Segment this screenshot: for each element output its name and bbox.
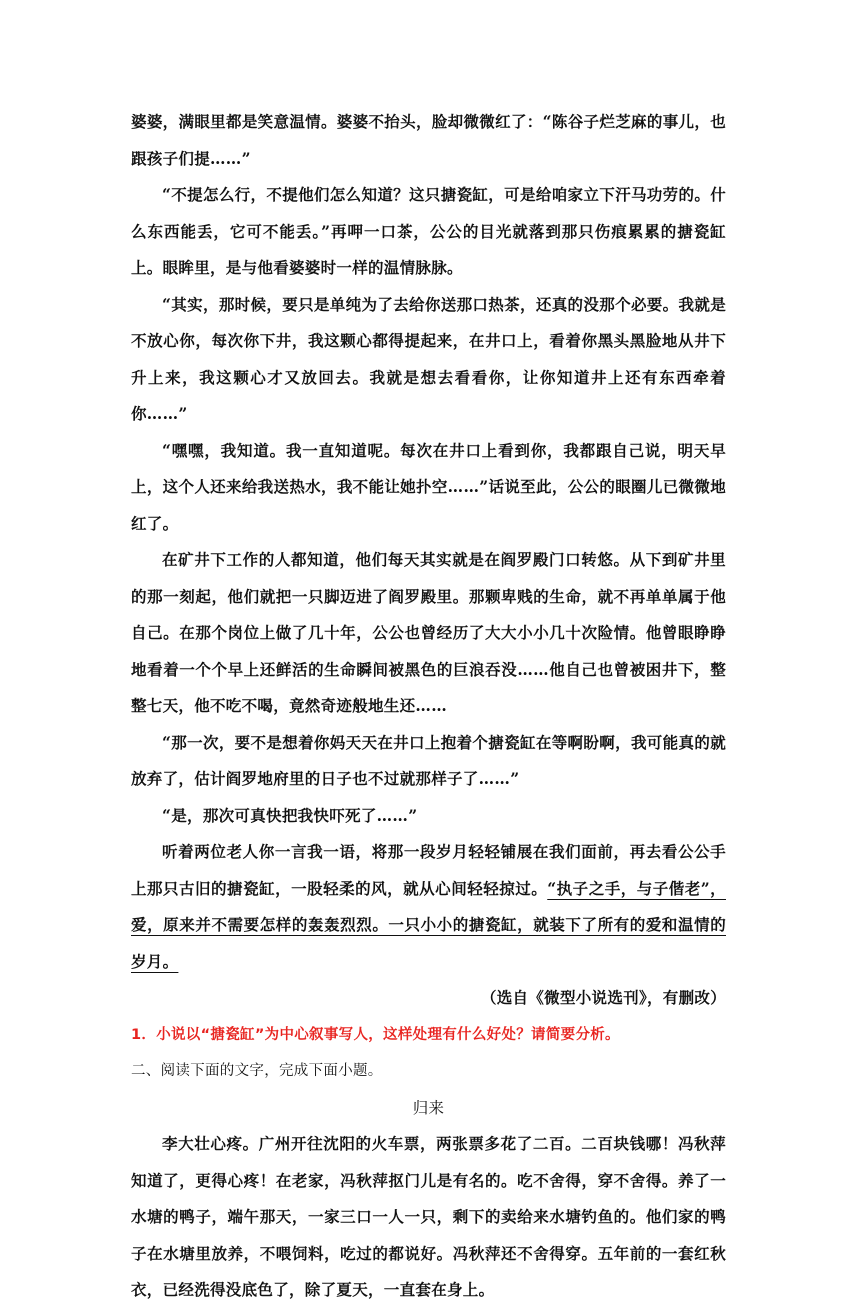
paragraph: 李大壮心疼。广州开往沈阳的火车票，两张票多花了二百。二百块钱哪！冯秋萍知道了，更得心疼！在老家，冯秋萍抠门儿是有名的。吃不舍得，穿不舍得。养了一水塘的鸭子，端午那天，一家三口一人一只，剩下的卖给来水塘钓鱼的。他们家的鸭子在水塘里放养，不喂饲料，吃过的都说好。冯秋萍还不舍得穿。五年前的一套红秋衣，已经洗得没底色了，除了夏天，一直套在身上。 [131,1134,726,1299]
paragraph [131,834,726,980]
paragraph-text: 听着两位老人你一言我一语，将那一段岁月轻轻铺展在我们面前，再去看公公手上那只古旧的搪瓷缸，一股轻柔的风，就从心间轻轻掠过。 [131,842,726,898]
paragraph: “那一次，要不是想着你妈天天在井口上抱着个搪瓷缸在等啊盼啊，我可能真的就放弃了，估计阎罗地府里的日子也不过就那样子了……” [131,732,726,788]
section-heading: 二、阅读下面的文字，完成下面小题。 [131,1063,383,1079]
paragraph: “不提怎么行，不提他们怎么知道？这只搪瓷缸，可是给咱家立下汗马功劳的。什么东西能丢，它可不能丢。”再呷一口茶，公公的目光就落到那只伤痕累累的搪瓷缸上。眼眸里，是与他看婆婆时一样的温情脉脉。 [131,185,726,277]
underlined-sentence: “执子之手，与子偕老”，爱，原来并不需要怎样的轰轰烈烈。一只小小的搪瓷缸，就装下了所有的爱和温情的岁月。 [131,878,726,971]
story-title: 归来 [412,1098,445,1117]
document-body [131,104,726,1309]
paragraph: 在矿井下工作的人都知道，他们每天其实就是在阎罗殿门口转悠。从下到矿井里的那一刻起，他们就把一只脚迈进了阎罗殿里。那颗卑贱的生命，就不再单单属于他自己。在那个岗位上做了几十年，公公也曾经历了大大小小几十次险情。他曾眼睁睁地看着一个个早上还鲜活的生命瞬间被黑色的巨浪吞没……他自己也曾被困井下，整整七天，他不吃不喝，竟然奇迹般地生还…… [131,550,726,715]
question-1: 1．小说以“搪瓷缸”为中心叙事写人，这样处理有什么好处？请简要分析。 [131,1026,620,1043]
source-citation: （选自《微型小说选刊》，有删改） [480,988,726,1007]
paragraph: 婆婆，满眼里都是笑意温情。婆婆不抬头，脸却微微红了：“陈谷子烂芝麻的事儿，也跟孩子们提……” [131,112,726,168]
paragraph: “其实，那时候，要只是单纯为了去给你送那口热茶，还真的没那个必要。我就是不放心你，每次你下井，我这颗心都得提起来，在井口上，看着你黑头黑脸地从井下升上来，我这颗心才又放回去。我就是想去看看你，让你知道井上还有东西牵着你……” [131,294,726,423]
paragraph: “嘿嘿，我知道。我一直知道呢。每次在井口上看到你，我都跟自己说，明天早上，这个人还来给我送热水，我不能让她扑空……”话说至此，公公的眼圈儿已微微地红了。 [131,440,726,533]
paragraph: “是，那次可真快把我快吓死了……” [162,805,418,825]
